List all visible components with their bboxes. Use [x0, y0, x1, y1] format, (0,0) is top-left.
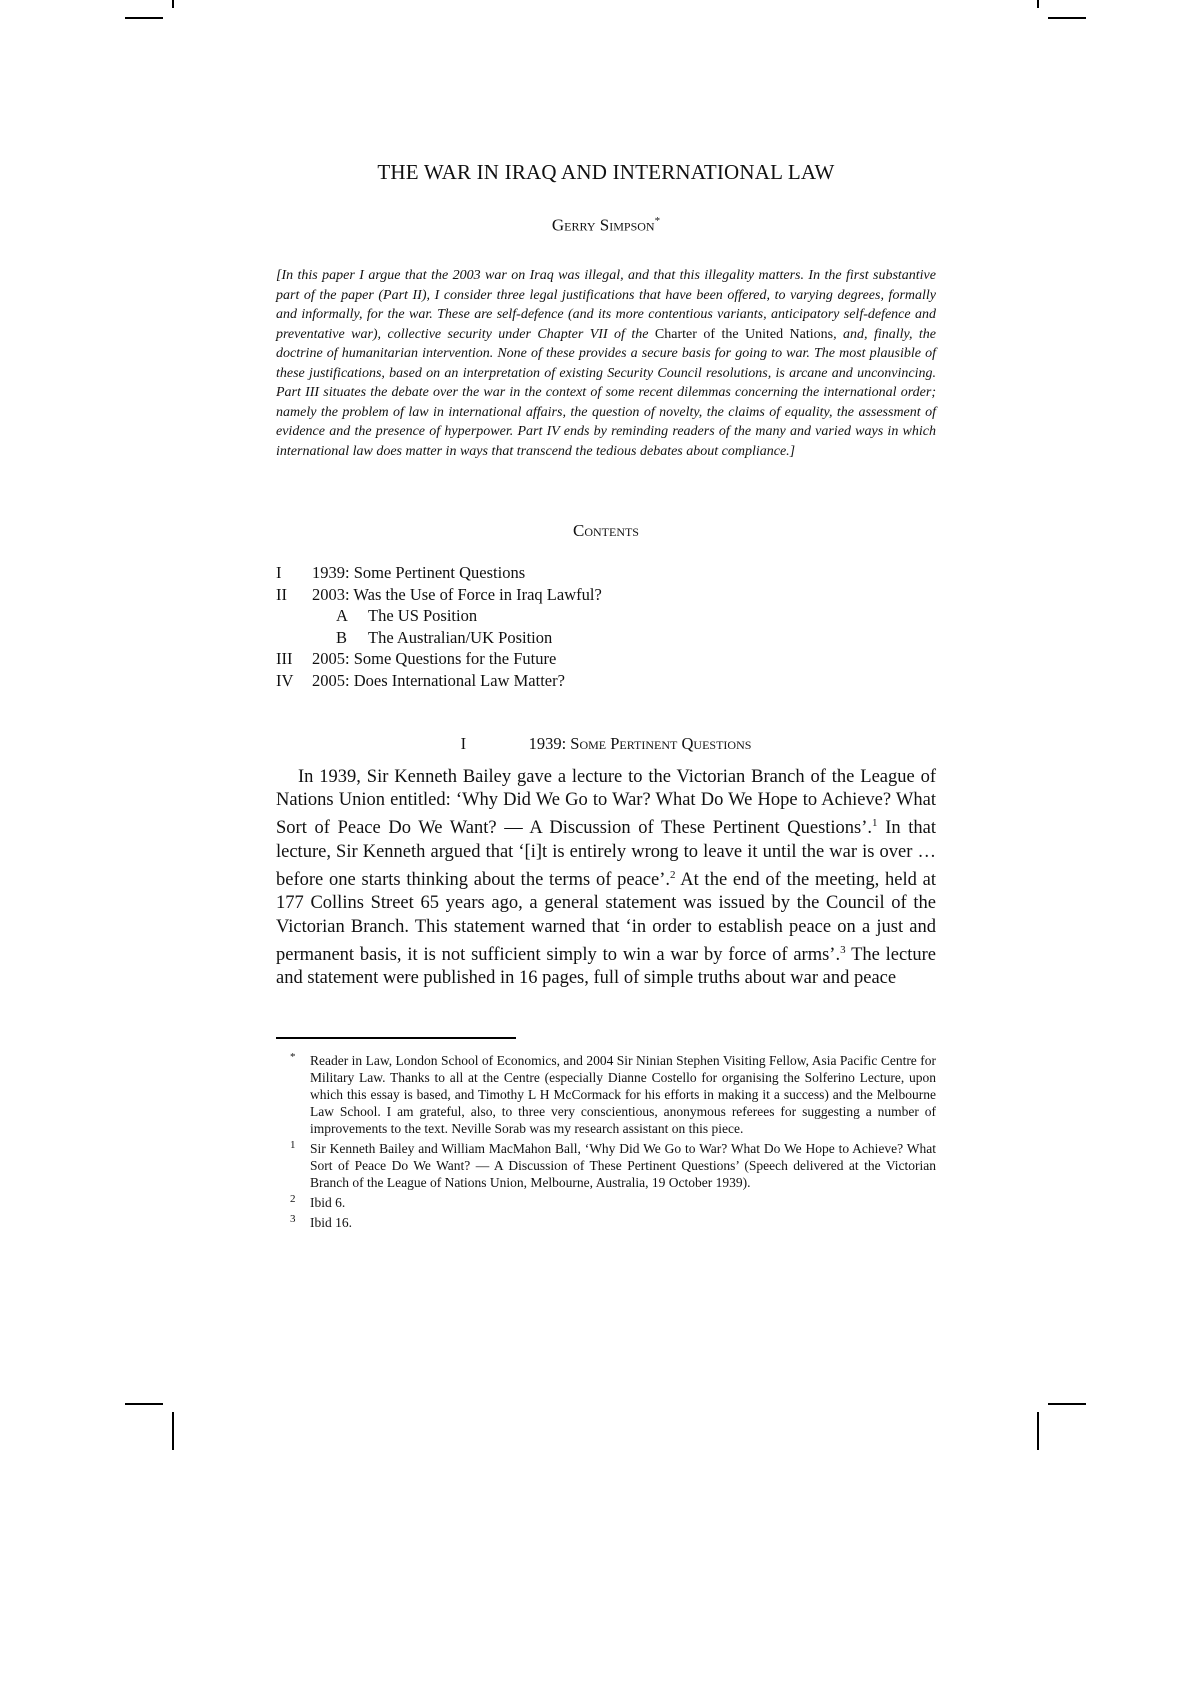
section-heading [276, 734, 936, 754]
body-paragraph [276, 766, 936, 990]
toc-item-number: A [336, 606, 348, 625]
author-line [276, 215, 936, 236]
abstract-text-2: , and, finally, the doctrine of humanitarian intervention. None of these provides a secure basis for going to war. The most plausible of these justifications, based on an interpretation of existing Security Council resolutions, is arcane and unconvincing. Part III situates the debate over the war in the context of some recent dilemmas concerning the international order; namely the problem of law in international affairs, the question of novelty, the claims of equality, the assessment of evidence and the presence of hyperpower. Part IV ends by reminding readers of the many and varied ways in which international law does matter in ways that transcend the tedious debates about compliance.] [276, 326, 936, 459]
abstract-text-1: [In this paper I argue that the 2003 war on Iraq was illegal, and that this illegality matters. In the first substantive part of the paper (Part II), I consider three legal justifications that have been offered, to varying degrees, formally and informally, for the war. These are self-defence (and its more contentious variants, anticipatory self-defence and preventative war), collective security under Chapter VII of the [276, 268, 936, 342]
toc-item[interactable] [276, 562, 936, 584]
body-text-segment: At the end of the meeting, held at 177 Collins Street 65 years ago, a general statement was issued by the Council of the Victorian Branch. This statement warned that ‘in order to establish peace on a just and permanent basis, it is not sufficient simply to win a war by force of arms’. [276, 870, 936, 965]
toc-subitem[interactable] [276, 627, 936, 649]
footnote [276, 1214, 936, 1231]
body-text-segment: In 1939, Sir Kenneth Bailey gave a lecture to the Victorian Branch of the League of Nations Union entitled: ‘Why Did We Go to War? What Do We Hope to Achieve? What Sort of Peace Do We Want? — A Discussion of These Pertinent Questions’. [276, 767, 936, 839]
footnote-divider [276, 1037, 516, 1039]
footnote-text: Reader in Law, London School of Economics, and 2004 Sir Ninian Stephen Visiting Fellow, Asia Pacific Centre for Military Law. Thanks to all at the Centre (especially Dianne Costello for organising the Solferino Lecture, upon which this essay is based, and Timothy L H McCormack for his efforts in making it a success) and the Melbourne Law School. I am grateful, also, to three very conscientious, anonymous referees for suggesting a number of improvements to the text. Neville Sorab was my research assistant on this piece. [310, 1053, 936, 1136]
toc-item-number: IV [276, 670, 294, 690]
crop-mark [125, 1403, 163, 1405]
section-title: 1939: Some Pertinent Questions [528, 734, 752, 753]
toc-subitem[interactable] [276, 605, 936, 627]
footnote-ref[interactable]: 1 [872, 817, 878, 830]
toc-item-label: The US Position [368, 606, 478, 625]
toc-item[interactable] [276, 584, 936, 606]
table-of-contents [276, 562, 936, 691]
footnote-mark: 1 [290, 1139, 296, 1151]
toc-item[interactable] [276, 670, 936, 692]
author-footnote-mark[interactable]: * [654, 215, 661, 227]
footnote-text: Ibid 6. [310, 1195, 346, 1210]
footnote-text: Sir Kenneth Bailey and William MacMahon Ball, ‘Why Did We Go to War? What Do We Hope to Achieve? What Sort of Peace Do We Want? — A Discussion of These Pertinent Questions’ (Speech delivered at the Victorian Branch of the League of Nations Union, Melbourne, Australia, 19 October 1939). [310, 1141, 936, 1190]
crop-mark [172, 1412, 174, 1450]
paper-title: THE WAR IN IRAQ AND INTERNATIONAL LAW [377, 160, 835, 184]
toc-item-label: 2003: Was the Use of Force in Iraq Lawful? [312, 584, 602, 604]
body-text-segment: In that lecture, Sir Kenneth argued that ‘[i]t is entirely wrong to leave it until the war is over … before one starts thinking about the terms of peace’. [276, 818, 936, 891]
footnote-mark: 3 [290, 1213, 296, 1225]
author-name: Gerry Simpson [551, 215, 655, 235]
crop-mark [1048, 17, 1086, 19]
toc-item-label: 2005: Some Questions for the Future [312, 649, 557, 668]
toc-item-number: B [336, 627, 348, 647]
footnote-mark: * [290, 1051, 296, 1063]
footnote [276, 1140, 936, 1191]
toc-item-label: 2005: Does International Law Matter? [312, 670, 565, 690]
toc-item[interactable] [276, 648, 936, 670]
footnote [276, 1194, 936, 1211]
footnote-ref[interactable]: 2 [670, 868, 676, 881]
crop-mark [125, 17, 163, 19]
toc-item-label: 1939: Some Pertinent Questions [312, 563, 526, 582]
crop-mark [1048, 1403, 1086, 1405]
toc-item-number: II [276, 584, 287, 604]
footnote-mark: 2 [290, 1193, 296, 1205]
toc-item-label: The Australian/UK Position [368, 627, 553, 647]
footnotes [276, 1052, 936, 1234]
footnote-ref[interactable]: 3 [840, 943, 846, 956]
abstract [276, 266, 936, 461]
contents-heading: Contents [572, 521, 639, 540]
body-text-segment: The lecture and statement were published in 16 pages, full of simple truths about war and peace [276, 944, 936, 989]
toc-item-number: III [276, 649, 293, 668]
footnote [276, 1052, 936, 1137]
crop-mark [1037, 0, 1039, 8]
footnote-text: Ibid 16. [310, 1215, 352, 1230]
crop-mark [172, 0, 174, 8]
abstract-charter: Charter of the United Nations [654, 326, 834, 342]
section-number: I [460, 734, 467, 753]
toc-item-number: I [276, 563, 282, 582]
crop-mark [1037, 1412, 1039, 1450]
